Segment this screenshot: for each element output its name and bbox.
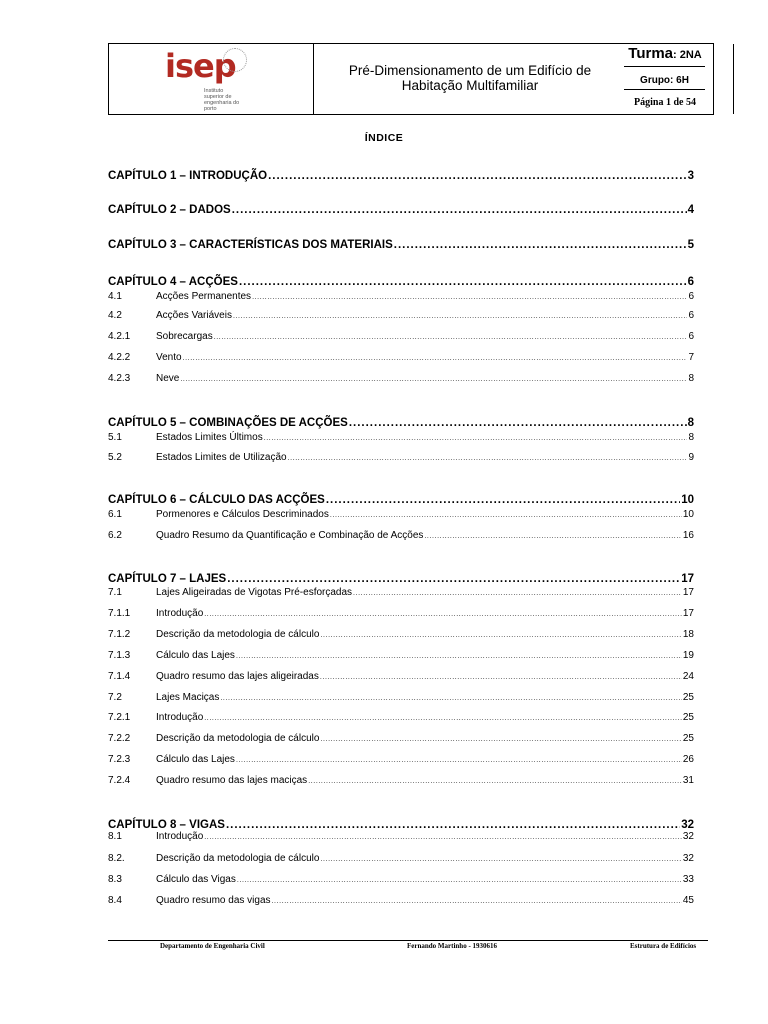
toc-section-number: 8.2. xyxy=(108,853,125,864)
toc-section-entry[interactable] xyxy=(108,830,694,842)
toc-leader-dots xyxy=(214,331,688,342)
toc-page-number: 7 xyxy=(688,352,694,363)
toc-section-entry[interactable] xyxy=(108,431,694,443)
toc-page-number: 3 xyxy=(687,170,694,182)
toc-entry-label: Lajes Aligeiradas de Vigotas Pré-esforçadas xyxy=(156,587,353,598)
grupo-field xyxy=(624,66,705,90)
toc-page-number: 8 xyxy=(687,417,694,429)
toc-page-number: 9 xyxy=(688,452,694,463)
toc-section-entry[interactable] xyxy=(108,586,694,598)
toc-section-entry[interactable] xyxy=(108,290,694,302)
toc-section-entry[interactable] xyxy=(108,670,694,682)
toc-section-entry[interactable] xyxy=(108,894,694,906)
toc-section-number: 7.2.4 xyxy=(108,775,131,786)
toc-section-entry[interactable] xyxy=(108,330,694,342)
toc-page-number: 16 xyxy=(682,530,694,541)
toc-leader-dots xyxy=(288,452,688,463)
toc-page-number: 18 xyxy=(682,629,694,640)
toc-page-number: 25 xyxy=(682,712,694,723)
logo-subtext: Instituto superior de engenharia do porto xyxy=(204,88,240,112)
toc-page-number: 6 xyxy=(688,291,694,302)
toc-section-entry[interactable] xyxy=(108,732,694,744)
toc-page-number: 32 xyxy=(682,853,694,864)
toc-entry-label: Neve xyxy=(156,373,180,384)
toc-chapter-entry[interactable] xyxy=(108,817,694,831)
toc-entry-label: Quadro resumo das lajes maciças xyxy=(156,775,308,786)
toc-section-number: 7.1.3 xyxy=(108,650,131,661)
toc-entry-label: CAPÍTULO 8 – VIGAS xyxy=(108,819,225,831)
toc-leader-dots xyxy=(180,373,687,384)
toc-chapter-entry[interactable] xyxy=(108,168,694,182)
toc-entry-label: Sobrecargas xyxy=(156,331,213,342)
toc-section-number: 7.1 xyxy=(108,587,122,598)
toc-page-number: 5 xyxy=(687,239,694,251)
toc-leader-dots xyxy=(320,853,681,864)
toc-section-number: 6.1 xyxy=(108,509,122,520)
toc-section-number: 7.2.2 xyxy=(108,733,131,744)
toc-leader-dots xyxy=(272,895,682,906)
document-title: Pré-Dimensionamento de um Edifício de Habitação Multifamiliar xyxy=(348,63,592,93)
toc-leader-dots xyxy=(183,352,688,363)
toc-entry-label: Lajes Maciças xyxy=(156,692,220,703)
toc-entry-label: Acções Permanentes xyxy=(156,291,252,302)
toc-leader-dots xyxy=(268,170,687,182)
toc-chapter-entry[interactable] xyxy=(108,202,694,216)
toc-page-number: 24 xyxy=(682,671,694,682)
toc-section-entry[interactable] xyxy=(108,529,694,541)
toc-leader-dots xyxy=(220,692,682,703)
toc-section-entry[interactable] xyxy=(108,628,694,640)
toc-page-number: 25 xyxy=(682,692,694,703)
toc-leader-dots xyxy=(236,650,682,661)
toc-entry-label: Introdução xyxy=(156,608,204,619)
info-cell xyxy=(733,44,768,114)
toc-page-number: 6 xyxy=(688,331,694,342)
toc-entry-label: CAPÍTULO 6 – CÁLCULO DAS ACÇÕES xyxy=(108,494,325,506)
toc-chapter-entry[interactable] xyxy=(108,571,694,585)
toc-entry-label: CAPÍTULO 3 – CARACTERÍSTICAS DOS MATERIAIS xyxy=(108,239,393,251)
toc-section-entry[interactable] xyxy=(108,852,694,864)
toc-leader-dots xyxy=(252,291,687,302)
grupo-text: Grupo: 6H xyxy=(640,75,689,86)
page-number-field xyxy=(624,89,706,113)
toc-chapter-entry[interactable] xyxy=(108,274,694,288)
toc-section-entry[interactable] xyxy=(108,451,694,463)
toc-section-entry[interactable] xyxy=(108,351,694,363)
toc-page-number: 10 xyxy=(681,494,694,506)
toc-entry-label: Vento xyxy=(156,352,182,363)
toc-section-entry[interactable] xyxy=(108,873,694,885)
toc-entry-label: Descrição da metodologia de cálculo xyxy=(156,733,320,744)
toc-leader-dots xyxy=(204,831,682,842)
toc-section-entry[interactable] xyxy=(108,309,694,321)
turma-label: Turma xyxy=(628,45,673,62)
toc-section-number: 5.2 xyxy=(108,452,122,463)
toc-section-number: 8.3 xyxy=(108,874,122,885)
toc-leader-dots xyxy=(424,530,681,541)
toc-section-number: 7.1.2 xyxy=(108,629,131,640)
toc-page-number: 33 xyxy=(682,874,694,885)
toc-leader-dots xyxy=(353,587,682,598)
toc-section-entry[interactable] xyxy=(108,508,694,520)
toc-section-entry[interactable] xyxy=(108,711,694,723)
toc-entry-label: Introdução xyxy=(156,831,204,842)
toc-leader-dots xyxy=(227,573,680,585)
toc-page-number: 19 xyxy=(682,650,694,661)
toc-entry-label: Pormenores e Cálculos Descriminados xyxy=(156,509,329,520)
toc-entry-label: Quadro resumo das vigas xyxy=(156,895,271,906)
toc-leader-dots xyxy=(239,276,687,288)
toc-section-number: 4.2.2 xyxy=(108,352,131,363)
toc-entry-label: Quadro resumo das lajes aligeiradas xyxy=(156,671,319,682)
isep-logo: isep xyxy=(165,47,236,85)
toc-leader-dots xyxy=(320,733,681,744)
toc-section-number: 4.2 xyxy=(108,310,122,321)
page-number-text: Página 1 de 54 xyxy=(634,97,696,108)
toc-page-number: 8 xyxy=(688,373,694,384)
toc-page-number: 4 xyxy=(687,204,694,216)
toc-section-number: 6.2 xyxy=(108,530,122,541)
toc-section-number: 7.2.3 xyxy=(108,754,131,765)
toc-leader-dots xyxy=(320,671,682,682)
footer-rule xyxy=(108,940,708,941)
toc-page-number: 32 xyxy=(681,819,694,831)
toc-section-entry[interactable] xyxy=(108,691,694,703)
toc-leader-dots xyxy=(236,754,682,765)
toc-entry-label: Cálculo das Lajes xyxy=(156,650,235,661)
toc-leader-dots xyxy=(237,874,682,885)
toc-leader-dots xyxy=(349,417,687,429)
toc-page-number: 26 xyxy=(682,754,694,765)
toc-page-number: 17 xyxy=(682,587,694,598)
toc-section-entry[interactable] xyxy=(108,753,694,765)
toc-entry-label: Acções Variáveis xyxy=(156,310,232,321)
toc-leader-dots xyxy=(233,310,687,321)
toc-entry-label: Descrição da metodologia de cálculo xyxy=(156,853,320,864)
toc-section-number: 7.2.1 xyxy=(108,712,131,723)
toc-section-entry[interactable] xyxy=(108,649,694,661)
toc-section-number: 7.1.4 xyxy=(108,671,131,682)
toc-section-number: 4.1 xyxy=(108,291,122,302)
toc-chapter-entry[interactable] xyxy=(108,492,694,506)
toc-section-number: 7.1.1 xyxy=(108,608,131,619)
footer-course: Estrutura de Edifícios xyxy=(630,942,697,950)
turma-value: : 2NA xyxy=(673,49,702,61)
toc-entry-label: Introdução xyxy=(156,712,204,723)
toc-leader-dots xyxy=(394,239,687,251)
toc-entry-label: Cálculo das Vigas xyxy=(156,874,236,885)
toc-entry-label: Estados Limites Últimos xyxy=(156,432,263,443)
footer-department: Departamento de Engenharia Civil xyxy=(160,942,265,950)
toc-chapter-entry[interactable] xyxy=(108,237,694,251)
toc-leader-dots xyxy=(204,712,682,723)
toc-section-number: 7.2 xyxy=(108,692,122,703)
toc-leader-dots xyxy=(204,608,682,619)
toc-page-number: 45 xyxy=(682,895,694,906)
toc-section-entry[interactable] xyxy=(108,774,694,786)
toc-page-number: 8 xyxy=(688,432,694,443)
toc-section-number: 8.4 xyxy=(108,895,122,906)
toc-leader-dots xyxy=(264,432,688,443)
toc-entry-label: Cálculo das Lajes xyxy=(156,754,235,765)
toc-page-number: 17 xyxy=(682,608,694,619)
toc-page-number: 32 xyxy=(682,831,694,842)
toc-entry-label: CAPÍTULO 7 – LAJES xyxy=(108,573,227,585)
toc-page-number: 25 xyxy=(682,733,694,744)
toc-leader-dots xyxy=(308,775,682,786)
toc-page-number: 31 xyxy=(682,775,694,786)
toc-entry-label: CAPÍTULO 5 – COMBINAÇÕES DE ACÇÕES xyxy=(108,417,348,429)
footer-author: Fernando Martinho - 1930616 xyxy=(407,942,498,950)
toc-leader-dots xyxy=(320,629,681,640)
toc-section-number: 8.1 xyxy=(108,831,122,842)
toc-page-number: 6 xyxy=(688,310,694,321)
toc-section-number: 4.2.3 xyxy=(108,373,131,384)
toc-entry-label: CAPÍTULO 2 – DADOS xyxy=(108,204,231,216)
turma-field xyxy=(624,43,706,65)
toc-leader-dots xyxy=(326,494,680,506)
toc-entry-label: CAPÍTULO 1 – INTRODUÇÃO xyxy=(108,170,268,182)
seal-icon xyxy=(223,48,247,72)
toc-entry-label: Quadro Resumo da Quantificação e Combinação de Acções xyxy=(156,530,424,541)
toc-section-entry[interactable] xyxy=(108,607,694,619)
toc-entry-label: Descrição da metodologia de cálculo xyxy=(156,629,320,640)
toc-leader-dots xyxy=(232,204,687,216)
toc-page-number: 17 xyxy=(681,573,694,585)
toc-page-number: 10 xyxy=(682,509,694,520)
toc-leader-dots xyxy=(330,509,682,520)
toc-section-entry[interactable] xyxy=(108,372,694,384)
toc-entry-label: Estados Limites de Utilização xyxy=(156,452,287,463)
toc-chapter-entry[interactable] xyxy=(108,415,694,429)
index-heading: ÍNDICE xyxy=(364,132,404,144)
toc-entry-label: CAPÍTULO 4 – ACÇÕES xyxy=(108,276,238,288)
toc-section-number: 5.1 xyxy=(108,432,122,443)
toc-page-number: 6 xyxy=(687,276,694,288)
toc-section-number: 4.2.1 xyxy=(108,331,131,342)
